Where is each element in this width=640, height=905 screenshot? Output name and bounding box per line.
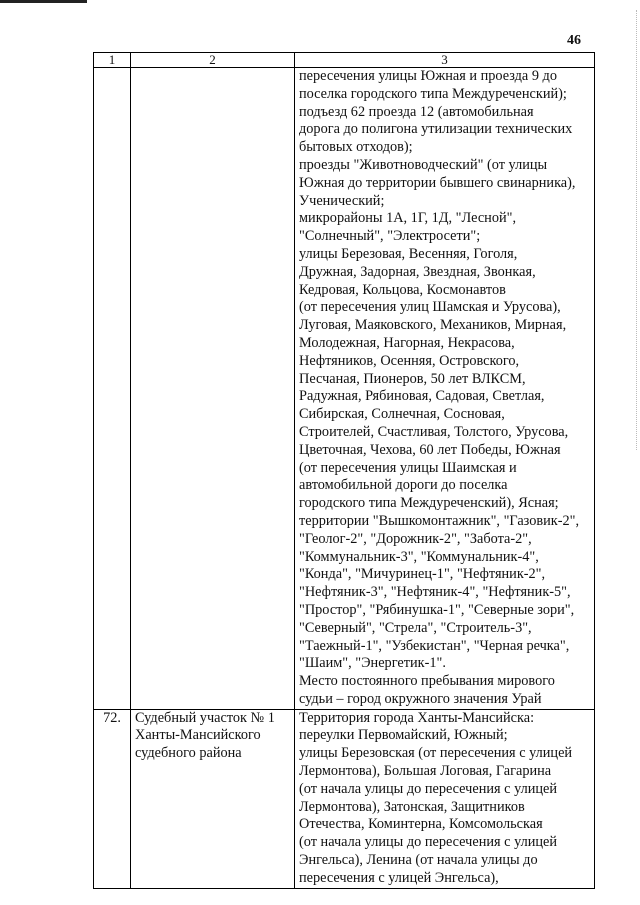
text-line: "Северный", "Стрела", "Строитель-3",	[299, 619, 532, 636]
text-line: Место постоянного пребывания мирового	[299, 673, 555, 690]
text-line: (от начала улицы до пересечения с улицей	[299, 780, 558, 797]
text-line: "Шаим", "Энергетик-1".	[299, 655, 446, 672]
text-line: Судебный участок № 1	[135, 709, 275, 726]
page-number: 46	[567, 33, 581, 48]
text-line: пересечения улицы Южная и проезда 9 до	[299, 68, 557, 84]
scan-edge-mark	[0, 0, 87, 3]
text-line: пересечения с улицей Энгельса),	[299, 869, 499, 886]
court-section-name	[131, 709, 295, 888]
text-line: "Конда", "Мичуринец-1", "Нефтяник-2",	[299, 566, 546, 583]
territory-cell-continued	[295, 68, 595, 710]
text-line: "Таежный-1", "Узбекистан", "Черная речка",	[299, 637, 570, 654]
text-line: (от пересечения улиц Шамская и Урусова),	[299, 299, 561, 316]
text-line: улицы Березовая, Весенняя, Гоголя,	[299, 245, 518, 262]
number-cell-empty	[94, 68, 131, 710]
court-cell-empty	[131, 68, 295, 710]
text-line: Цветочная, Чехова, 60 лет Победы, Южная	[299, 441, 561, 458]
text-line: Нефтяников, Осенняя, Островского,	[299, 352, 520, 369]
text-line: городского типа Междуреченский), Ясная;	[299, 495, 559, 512]
text-line: Лермонтова), Большая Логовая, Гагарина	[299, 763, 552, 780]
text-line: (от пересечения улицы Шаимская и	[299, 459, 517, 476]
table-row-72	[94, 709, 595, 888]
text-line: судебного района	[135, 745, 242, 762]
text-line: Ученический;	[299, 192, 385, 209]
text-line: (от начала улицы до пересечения с улицей	[299, 834, 558, 851]
header-cell-2: 2	[131, 53, 295, 68]
text-line: Сибирская, Солнечная, Сосновая,	[299, 406, 505, 423]
text-line: Лермонтова), Затонская, Защитников	[299, 798, 525, 815]
text-line: проезды "Животноводческий" (от улицы	[299, 156, 548, 173]
territory-description	[295, 709, 595, 888]
table-row-continued	[94, 68, 595, 710]
text-line: Кедровая, Кольцова, Космонавтов	[299, 281, 506, 298]
text-line: переулки Первомайский, Южный;	[299, 727, 508, 744]
text-line: бытовых отходов);	[299, 139, 413, 156]
text-line: Песчаная, Пионеров, 50 лет ВЛКСМ,	[299, 370, 526, 387]
text-line: подъезд 62 проезда 12 (автомобильная	[299, 103, 534, 120]
text-line: поселка городского типа Междуреченский);	[299, 85, 567, 102]
table-header-row	[94, 53, 595, 68]
district-table	[93, 52, 595, 889]
text-line: Южная до территории бывшего свинарника),	[299, 174, 576, 191]
text-line: микрорайоны 1А, 1Г, 1Д, "Лесной",	[299, 210, 517, 227]
text-line: "Солнечный", "Электросети";	[299, 228, 481, 245]
header-cell-3: 3	[295, 53, 595, 68]
text-line: Отечества, Коминтерна, Комсомольская	[299, 816, 543, 833]
text-line: территории "Вышкомонтажник", "Газовик-2",	[299, 512, 580, 529]
text-line: Строителей, Счастливая, Толстого, Урусова,	[299, 423, 569, 440]
text-line: Дружная, Задорная, Звездная, Звонкая,	[299, 263, 536, 280]
text-line: автомобильной дороги до поселка	[299, 477, 508, 494]
text-line: Энгельса), Ленина (от начала улицы до	[299, 852, 538, 869]
text-line: Территория города Ханты-Мансийска:	[299, 709, 535, 726]
text-line: "Простор", "Рябинушка-1", "Северные зори",	[299, 601, 575, 618]
text-line: Луговая, Маяковского, Механиков, Мирная,	[299, 317, 567, 334]
text-line: "Геолог-2", "Дорожник-2", "Забота-2",	[299, 530, 532, 547]
text-line: дорога до полигона утилизации технических	[299, 121, 573, 138]
header-cell-1: 1	[94, 53, 131, 68]
text-line: "Коммунальник-3", "Коммунальник-4",	[299, 548, 539, 565]
text-line: Молодежная, Нагорная, Некрасова,	[299, 334, 515, 351]
row-number: 72.	[94, 709, 131, 888]
text-line: улицы Березовская (от пересечения с улицей	[299, 745, 573, 762]
scan-margin-mark	[635, 10, 637, 450]
text-line: судьи – город окружного значения Урай	[299, 690, 542, 707]
text-line: Радужная, Рябиновая, Садовая, Светлая,	[299, 388, 545, 405]
text-line: "Нефтяник-3", "Нефтяник-4", "Нефтяник-5",	[299, 584, 571, 601]
text-line: Ханты-Мансийского	[135, 727, 261, 744]
